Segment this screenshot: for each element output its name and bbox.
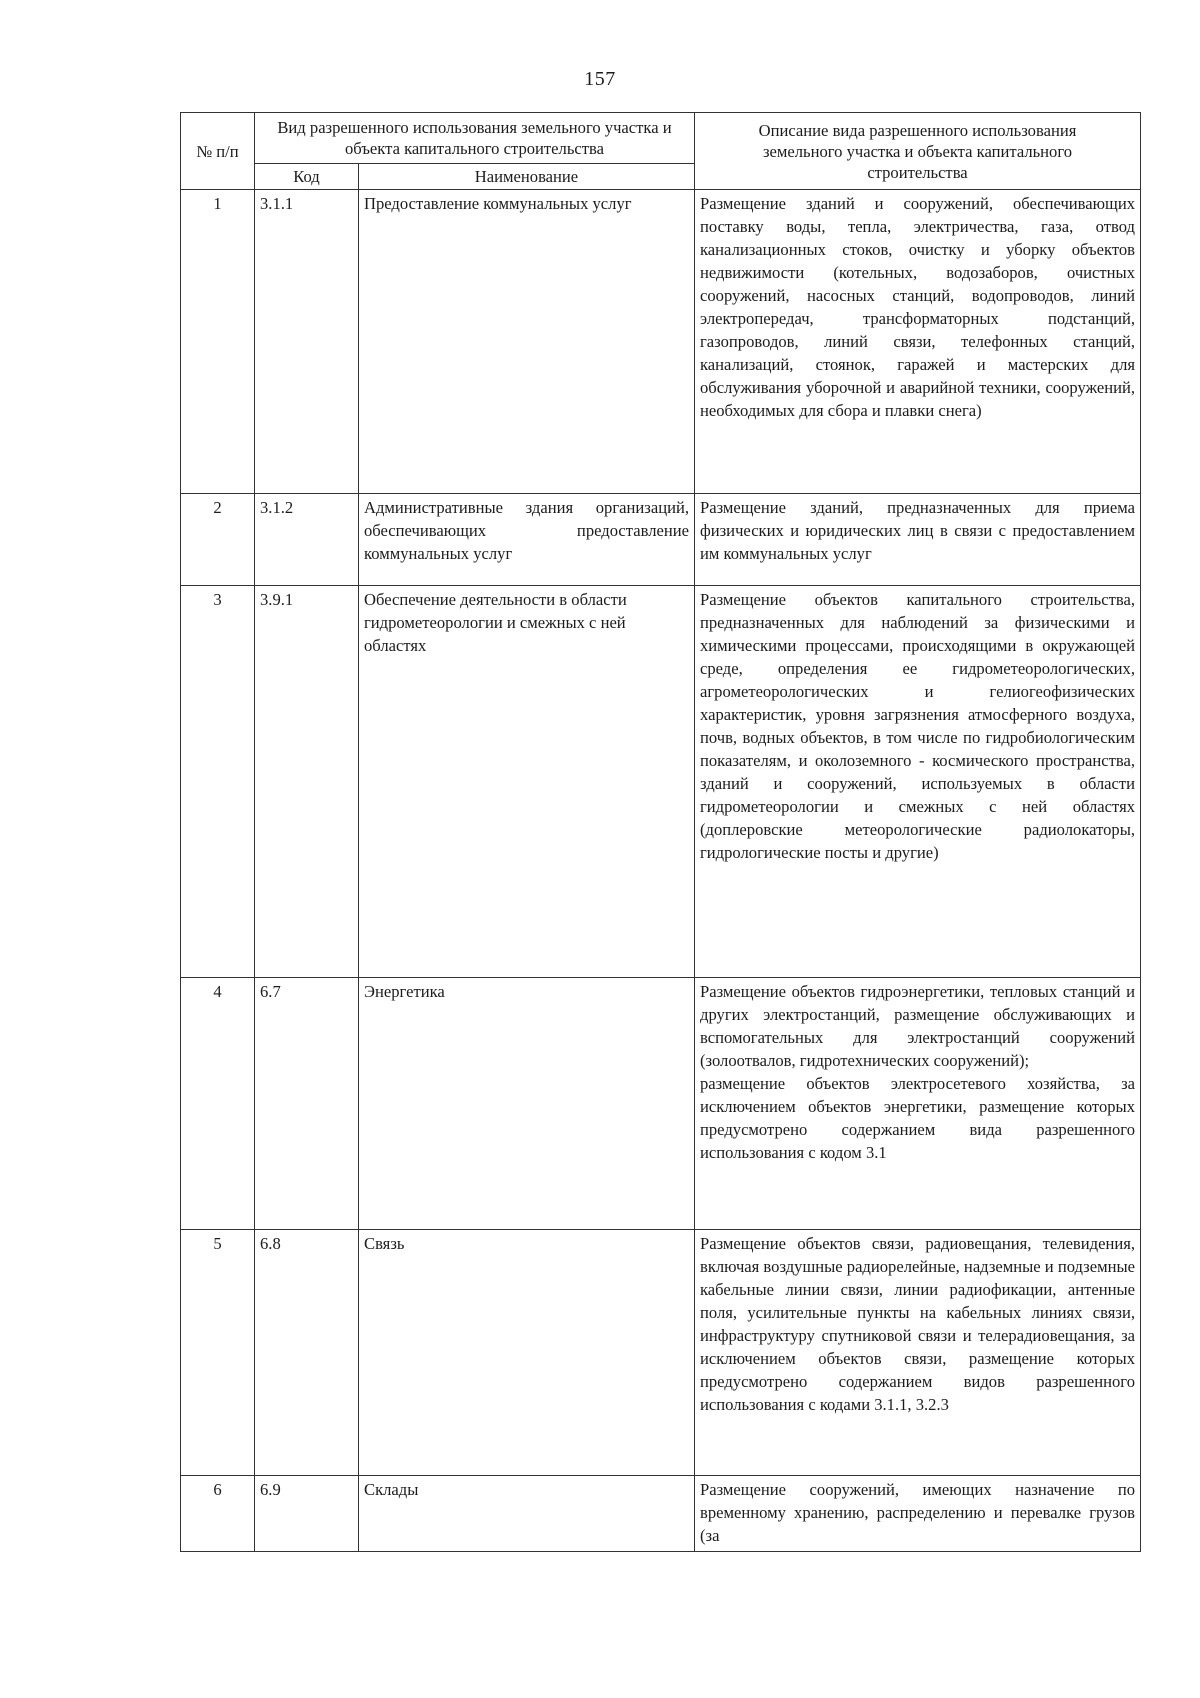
table-row [181, 978, 1141, 1230]
table-row [181, 1230, 1141, 1476]
row-code: 6.9 [255, 1476, 359, 1552]
row-description: Размещение зданий, предназначенных для приема физических и юридических лиц в связи с предоставлением им коммунальных услуг [695, 494, 1141, 586]
description-part-1: Размещение объектов гидроэнергетики, тепловых станций и других электростанций, размещение обслуживающих и вспомогательных для электростанций сооружений (золоотвалов, гидротехнических сооружений); [700, 982, 1135, 1070]
row-name: Склады [359, 1476, 695, 1552]
table-header [181, 113, 1141, 190]
page-number: 157 [584, 68, 616, 90]
row-description: Размещение объектов связи, радиовещания, телевидения, включая воздушные радиорелейные, надземные и подземные кабельные линии связи, линии радиофикации, антенные поля, усилительные пункты на кабельных линиях связи, инфраструктуру спутниковой связи и телерадиовещания, за исключением объектов связи, размещение которых предусмотрено содержанием видов разрешенного использования с кодами 3.1.1, 3.2.3 [695, 1230, 1141, 1476]
header-name: Наименование [359, 164, 695, 190]
row-name: Энергетика [359, 978, 695, 1230]
row-description: Размещение зданий и сооружений, обеспечивающих поставку воды, тепла, электричества, газа, отвод канализационных стоков, очистку и уборку объектов недвижимости (котельных, водозаборов, очистных сооружений, насосных станций, водопроводов, линий электропередач, трансформаторных подстанций, газопроводов, линий связи, телефонных станций, канализаций, стоянок, гаражей и мастерских для обслуживания уборочной и аварийной техники, сооружений, необходимых для сбора и плавки снега) [695, 190, 1141, 494]
row-num: 5 [181, 1230, 255, 1476]
header-use-type: Вид разрешенного использования земельного участка и объекта капитального строительства [255, 113, 695, 164]
land-use-table [180, 112, 1141, 1552]
row-code: 6.7 [255, 978, 359, 1230]
row-description [695, 978, 1141, 1230]
row-name: Предоставление коммунальных услуг [359, 190, 695, 494]
row-code: 3.9.1 [255, 586, 359, 978]
row-description: Размещение сооружений, имеющих назначение по временному хранению, распределению и перевалке грузов (за [695, 1476, 1141, 1552]
row-name: Обеспечение деятельности в области гидрометеорологии и смежных с ней областях [359, 586, 695, 978]
row-name: Административные здания организаций, обеспечивающих предоставление коммунальных услуг [359, 494, 695, 586]
row-code: 3.1.2 [255, 494, 359, 586]
row-code: 3.1.1 [255, 190, 359, 494]
table-row [181, 190, 1141, 494]
table-row [181, 1476, 1141, 1552]
table-row [181, 586, 1141, 978]
row-num: 2 [181, 494, 255, 586]
row-num: 3 [181, 586, 255, 978]
row-num: 6 [181, 1476, 255, 1552]
row-num: 1 [181, 190, 255, 494]
row-description: Размещение объектов капитального строительства, предназначенных для наблюдений за физическими и химическими процессами, происходящими в окружающей среде, определения ее гидрометеорологических, агрометеорологических и гелиогеофизических характеристик, уровня загрязнения атмосферного воздуха, почв, водных объектов, в том числе по гидробиологическим показателям, и околоземного - космического пространства, зданий и сооружений, используемых в области гидрометеорологии и смежных с ней областях (доплеровские метеорологические радиолокаторы, гидрологические посты и другие) [695, 586, 1141, 978]
description-part-2: размещение объектов электросетевого хозяйства, за исключением объектов энергетики, размещение которых предусмотрено содержанием вида разрешенного использования с кодом 3.1 [700, 1074, 1135, 1162]
header-description: Описание вида разрешенного использования земельного участка и объекта капитального строительства [695, 113, 1141, 190]
row-code: 6.8 [255, 1230, 359, 1476]
header-num: № п/п [181, 113, 255, 190]
header-code: Код [255, 164, 359, 190]
row-num: 4 [181, 978, 255, 1230]
row-name: Связь [359, 1230, 695, 1476]
table-row [181, 494, 1141, 586]
